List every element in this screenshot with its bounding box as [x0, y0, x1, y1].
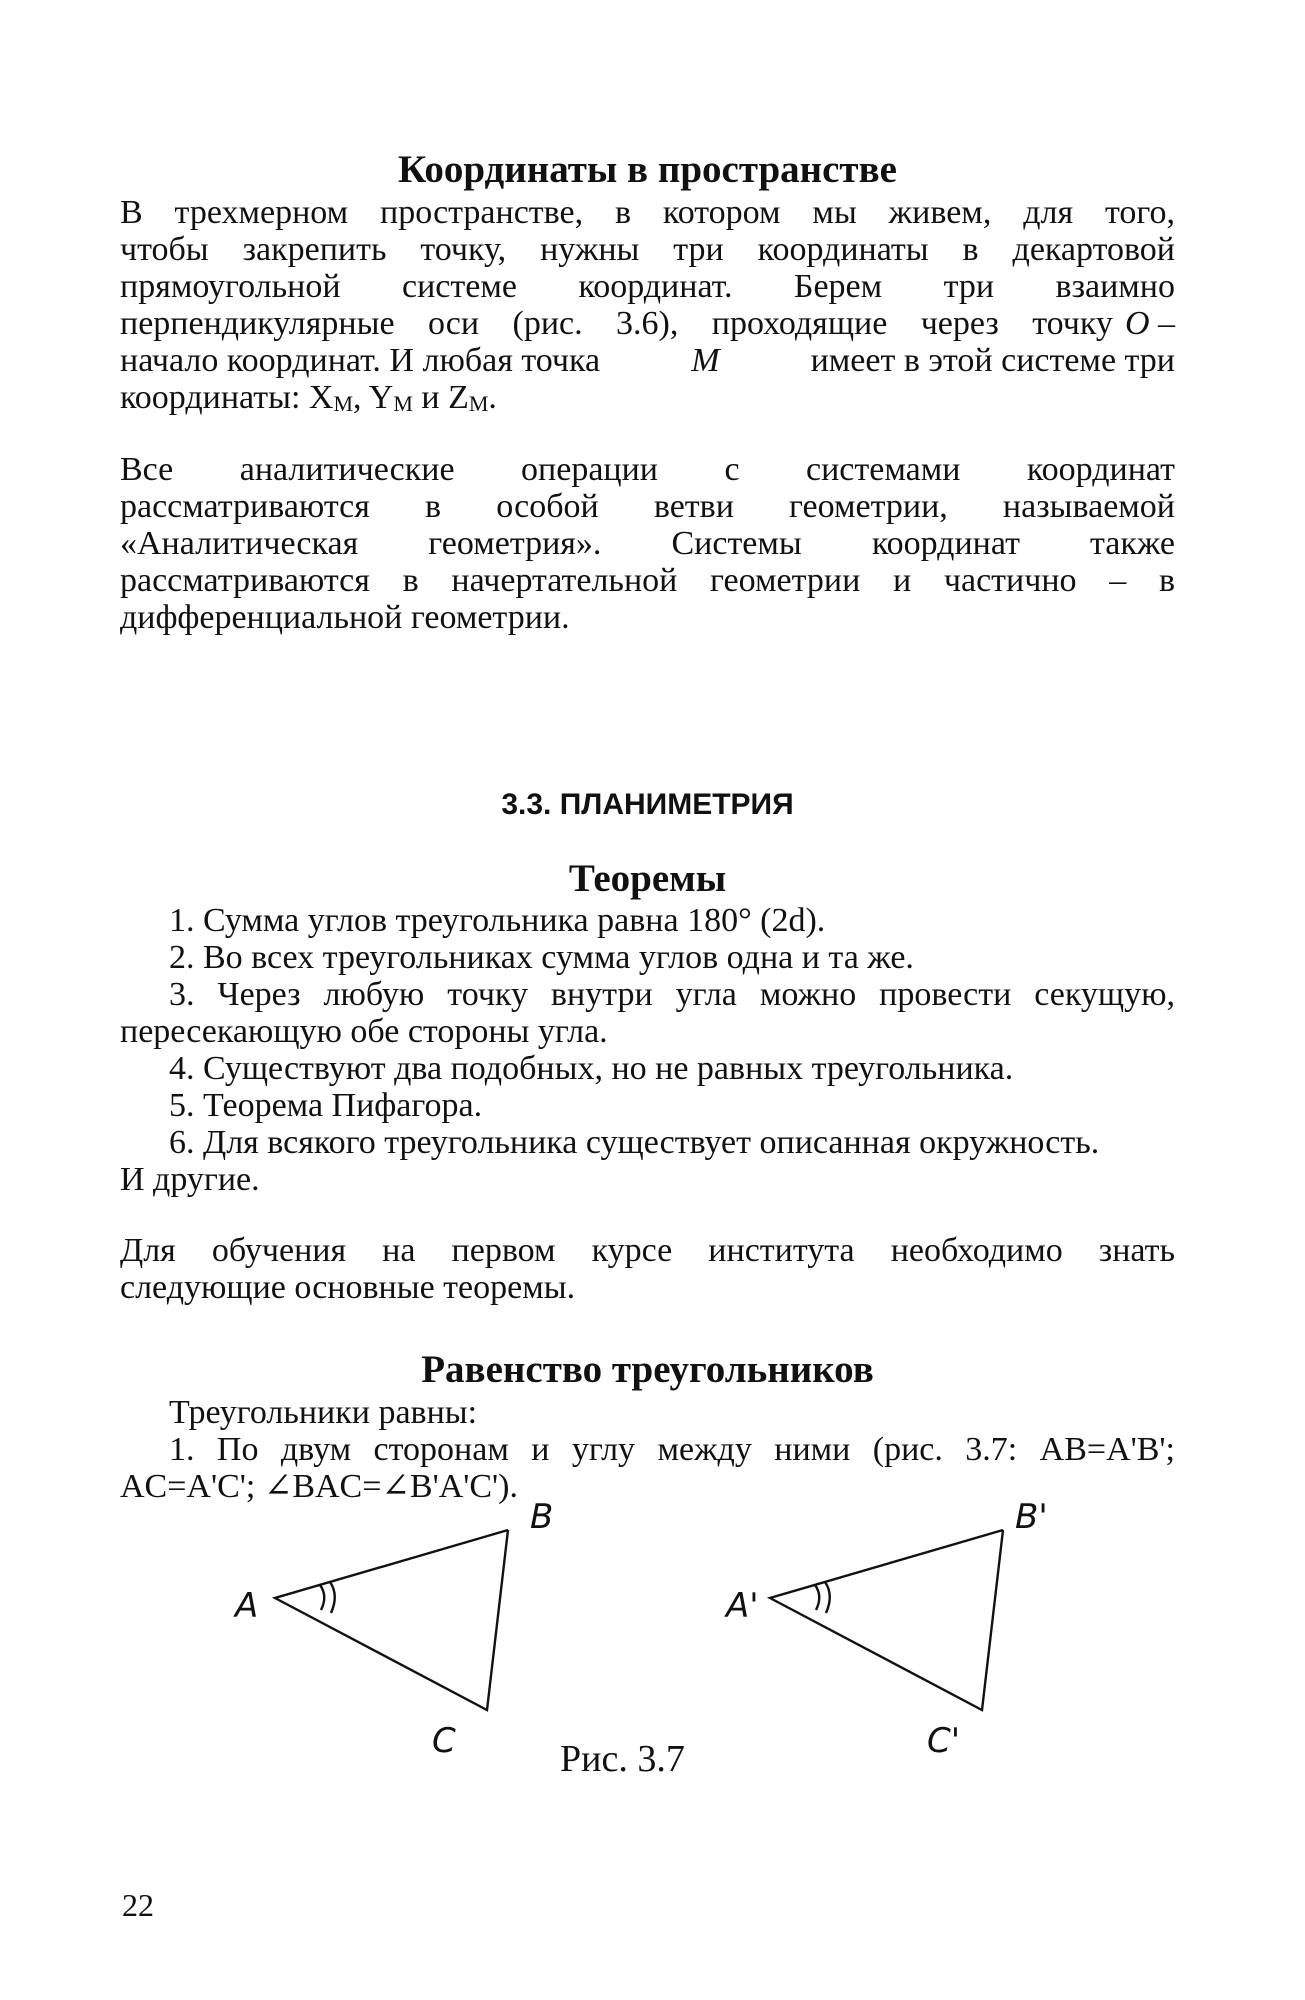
page-number: 22: [122, 1887, 154, 1923]
triangle-prime-outline: [770, 1530, 1003, 1710]
paragraph-line: Для обучения на первом курсе института необходимо знать: [120, 1232, 1175, 1269]
paragraph-line: Все аналитические операции с системами координат: [120, 451, 1175, 488]
vertex-a-label: A: [235, 1586, 259, 1626]
triangle-a-prime-b-prime-c-prime: [770, 1530, 1003, 1710]
angle-arc-outer: [825, 1582, 830, 1613]
vertex-a-prime-label: A': [726, 1586, 759, 1626]
angle-arc-inner: [320, 1585, 324, 1610]
text-fragment: имеет в этой системе три: [810, 342, 1175, 379]
vertex-b-label: B: [530, 1497, 554, 1537]
section-title-triangle-equality: Равенство треугольников: [421, 1348, 874, 1391]
paragraph-line: прямоугольной системе координат. Берем три взаимно: [120, 268, 1175, 305]
paragraph-line: 1. По двум сторонам и углу между ними (рис. 3.7: AB=A'B';: [169, 1431, 1175, 1468]
paragraph-line: следующие основные теоремы.: [120, 1269, 576, 1306]
paragraph-line: В трехмерном пространстве, в котором мы живем, для того,: [120, 194, 1175, 231]
theorem-item: 2. Во всех треугольниках сумма углов одна и та же.: [169, 939, 914, 976]
theorem-item: 3. Через любую точку внутри угла можно провести секущую,: [169, 976, 1175, 1013]
paragraph-line: рассматриваются в начертательной геометрии и частично – в: [120, 562, 1175, 599]
triangle-abc: [275, 1530, 508, 1710]
section-title-coordinates: Координаты в пространстве: [398, 148, 897, 191]
paragraph-line: дифференциальной геометрии.: [120, 599, 570, 636]
theorem-item: 4. Существуют два подобных, но не равных треугольника.: [169, 1050, 1014, 1087]
text-fragment: перпендикулярные оси (рис. 3.6), проходящие через точку: [120, 305, 1113, 342]
theorem-item: 6. Для всякого треугольника существует описанная окружность.: [169, 1124, 1100, 1161]
paragraph-line: координаты: $X_M$, $Y_M$ и $Z_M$.: [120, 379, 497, 416]
section-title-theorems: Теоремы: [568, 857, 727, 900]
paragraph-line: рассматриваются в особой ветви геометрии, называемой: [120, 488, 1175, 525]
paragraph-line: Треугольники равны:: [169, 1394, 478, 1431]
paragraph-line: чтобы закрепить точку, нужны три координаты в декартовой: [120, 231, 1175, 268]
triangle-abc-outline: [275, 1530, 508, 1710]
text-fragment: начало координат. И любая точка: [120, 342, 601, 379]
vertex-b-prime-label: B': [1015, 1497, 1048, 1537]
vertex-c-label: C: [432, 1721, 456, 1760]
vertex-c-prime-label: C': [927, 1721, 961, 1760]
point-o-label: O –: [1124, 305, 1175, 342]
theorem-item: И другие.: [120, 1161, 260, 1198]
chapter-heading: 3.3. ПЛАНИМЕТРИЯ: [501, 788, 794, 821]
theorem-item: 1. Сумма углов треугольника равна 180° (2d).: [169, 902, 826, 939]
theorem-item: 5. Теорема Пифагора.: [169, 1087, 483, 1124]
point-m-label: M: [691, 342, 720, 379]
paragraph-line: «Аналитическая геометрия». Системы координат также: [120, 525, 1175, 562]
theorem-item-continued: пересекающую обе стороны угла.: [120, 1013, 608, 1050]
paragraph-line: AC=A'C'; ∠BAC=∠B'A'C').: [120, 1468, 519, 1505]
paragraph-line: [120, 305, 1175, 343]
figure-caption: Рис. 3.7: [560, 1738, 685, 1780]
angle-arc-outer: [330, 1582, 335, 1613]
paragraph-line: [120, 342, 1175, 380]
angle-arc-inner: [815, 1585, 819, 1610]
figure-3-7: [0, 1480, 1305, 1760]
